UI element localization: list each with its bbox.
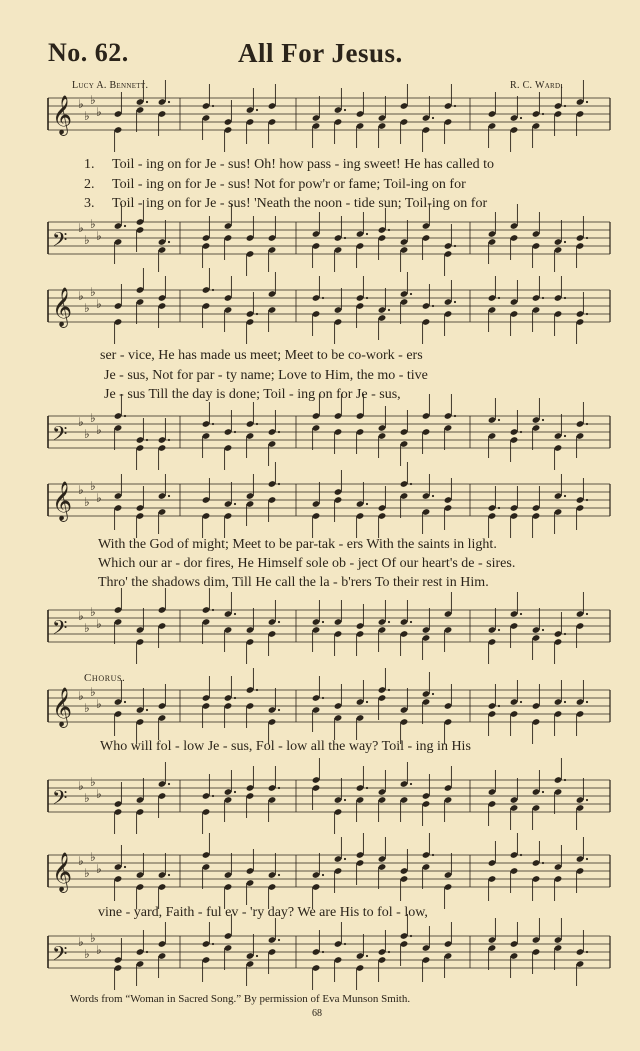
svg-text:♭: ♭ [90,479,96,493]
lyric-line: Thro' the shadows dim, Till He call the la - b'rers To their rest in Him. [98,575,489,590]
svg-text:𝄞: 𝄞 [52,481,73,521]
svg-text:♭: ♭ [96,423,102,437]
svg-text:♭: ♭ [78,415,84,429]
svg-text:♭: ♭ [84,947,90,961]
verse-number: 3. [84,196,95,211]
svg-text:♭: ♭ [90,605,96,619]
svg-text:𝄞: 𝄞 [52,287,73,327]
svg-text:♭: ♭ [78,221,84,235]
svg-text:♭: ♭ [84,866,90,880]
svg-text:♭: ♭ [90,931,96,945]
svg-text:♭: ♭ [96,105,102,119]
svg-text:♭: ♭ [78,779,84,793]
svg-text:♭: ♭ [78,97,84,111]
author-credit: Lucy A. Bennett. [72,80,149,91]
svg-text:♭: ♭ [90,217,96,231]
svg-text:♭: ♭ [96,943,102,957]
verse-text: Toil - ing on for Je - sus! Not for pow'r or fame; Toil-ing on for [112,177,466,192]
svg-text:♭: ♭ [96,229,102,243]
lyric-line: With the God of might; Meet to be par-tak - ers With the saints in light. [98,537,497,552]
svg-text:♭: ♭ [96,697,102,711]
chorus-line: vine - yard, Faith - ful ev - 'ry day? We are His to fol - low, [98,905,428,920]
lyric-line: ser - vice, He has made us meet; Meet to be co-work - ers [100,348,423,363]
hymn-number: No. 62. [48,38,129,67]
svg-text:♭: ♭ [84,301,90,315]
verse-line-1 [84,157,494,173]
verse-line-2 [84,177,466,193]
svg-text:♭: ♭ [84,495,90,509]
lyric-line: Which our ar - dor fires, He Himself sole ob - ject Of our heart's de - sires. [98,556,516,571]
svg-text:𝄢: 𝄢 [52,422,68,450]
hymn-title: All For Jesus. [238,38,403,68]
lyric-line: Je - sus Till the day is done; Toil - ing on for Je - sus, [104,387,401,402]
svg-text:♭: ♭ [84,701,90,715]
svg-text:𝄢: 𝄢 [52,786,68,814]
verse-number: 2. [84,177,95,192]
chorus-line: Who will fol - low Je - sus, Fol - low all the way? Toil - ing in His [100,739,471,754]
svg-text:♭: ♭ [96,491,102,505]
svg-text:♭: ♭ [78,609,84,623]
lyric-line: Je - sus, Not for par - ty name; Love to Him, the mo - tive [104,368,428,383]
svg-text:♭: ♭ [78,483,84,497]
svg-text:♭: ♭ [84,621,90,635]
svg-text:♭: ♭ [96,787,102,801]
svg-text:𝄢: 𝄢 [52,616,68,644]
page-number: 68 [312,1008,322,1019]
chorus-label: Chorus. [84,672,126,684]
svg-text:♭: ♭ [96,862,102,876]
verse-line-3 [84,196,487,212]
svg-text:𝄞: 𝄞 [52,95,73,135]
svg-text:♭: ♭ [84,233,90,247]
svg-text:♭: ♭ [78,854,84,868]
footer-credit: Words from “Woman in Sacred Song.” By permission of Eva Munson Smith. [70,993,411,1005]
svg-text:♭: ♭ [90,411,96,425]
svg-text:♭: ♭ [84,791,90,805]
verse-text: Toil - ing on for Je - sus! Oh! how pass - ing sweet! He has called to [112,157,494,172]
svg-text:♭: ♭ [78,289,84,303]
verse-text: Toil - ing on for Je - sus! 'Neath the noon - tide sun; Toil-ing on for [112,196,488,211]
svg-text:𝄞: 𝄞 [52,852,73,892]
svg-text:♭: ♭ [96,297,102,311]
svg-text:♭: ♭ [90,285,96,299]
svg-text:♭: ♭ [78,689,84,703]
composer-credit: R. C. Ward. [510,80,564,91]
svg-text:♭: ♭ [84,109,90,123]
svg-text:♭: ♭ [90,775,96,789]
svg-text:𝄢: 𝄢 [52,228,68,256]
svg-text:𝄞: 𝄞 [52,687,73,727]
svg-text:♭: ♭ [78,935,84,949]
verse-number: 1. [84,157,95,172]
svg-text:𝄢: 𝄢 [52,942,68,970]
svg-text:♭: ♭ [90,93,96,107]
svg-text:♭: ♭ [84,427,90,441]
svg-text:♭: ♭ [96,617,102,631]
svg-text:♭: ♭ [90,685,96,699]
svg-text:♭: ♭ [90,850,96,864]
